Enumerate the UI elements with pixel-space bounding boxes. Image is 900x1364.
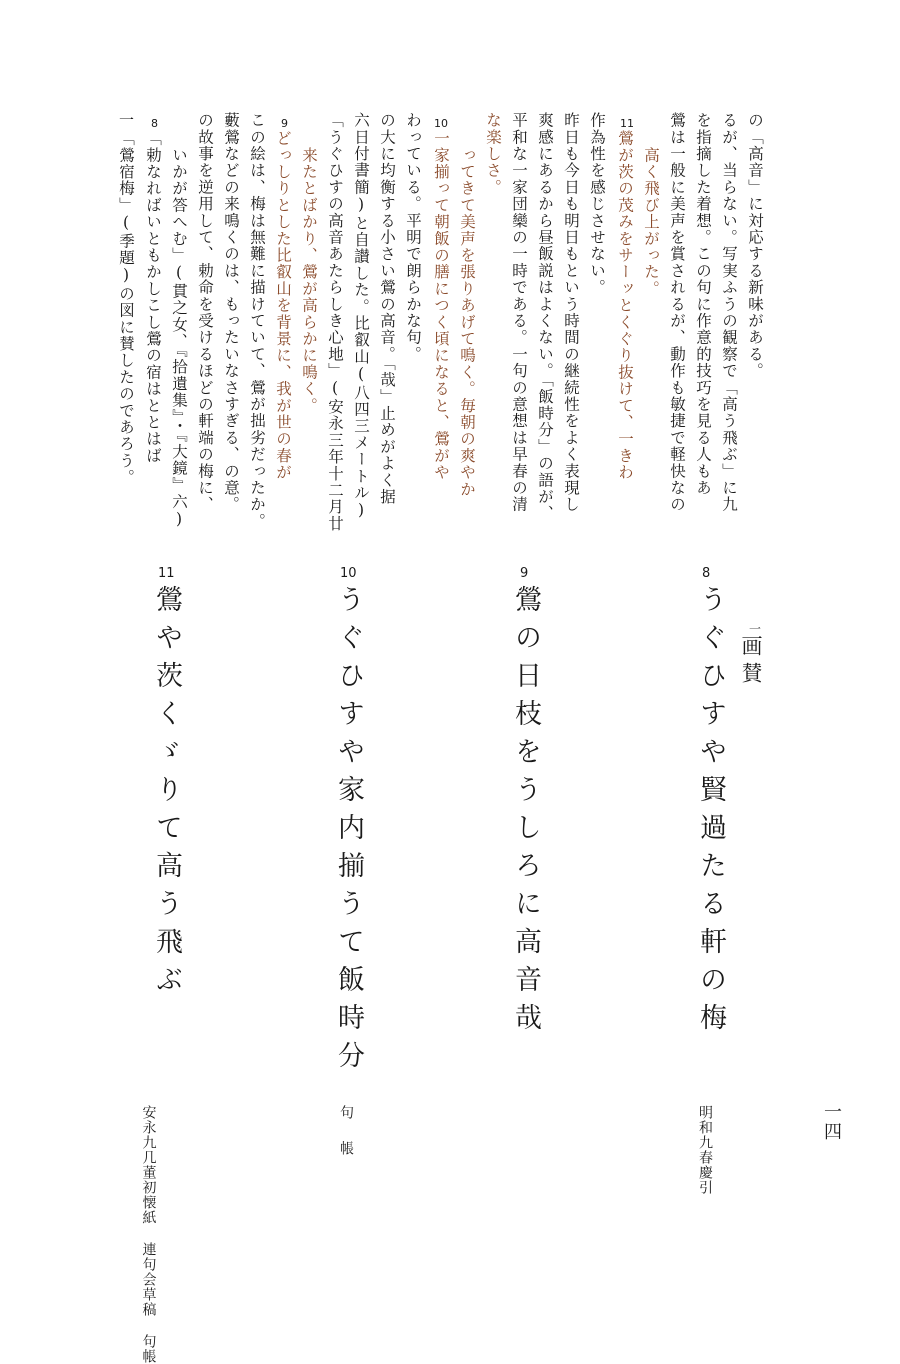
- note-line: いかが答へむ」(貫之女、『拾遺集』・『大鏡』六): [170, 130, 188, 530]
- haiku-10: うぐひすや家内揃うて飯時分: [333, 585, 364, 1079]
- haiku-number-10: 10: [340, 566, 357, 581]
- note-number-11: 11: [620, 117, 634, 130]
- note-line: 爽感にあるから昼飯説はよくない。「飯時分」の語が、: [536, 112, 554, 522]
- haiku-11: 鶯や茨くゞりて高う飛ぶ: [151, 585, 182, 1003]
- note-line: の故事を逆用して、勅命を受けるほどの軒端の梅に、: [196, 112, 214, 513]
- note-line: 高く飛び上がった。: [642, 130, 660, 297]
- note-line: わっている。平明で朗らかな句。: [404, 112, 422, 363]
- haiku-11-source: 安永九几董初懐紙 連句会草稿 句帳: [140, 1105, 157, 1364]
- haiku-9: 鶯の日枝をうしろに高音哉: [510, 585, 541, 1041]
- note-line: 一家揃って朝飯の膳につく頃になると、鶯がや: [432, 130, 450, 481]
- note-line: 来たとばかり、鶯が高らかに鳴く。: [300, 130, 318, 414]
- caption-title: 画賛: [739, 635, 763, 689]
- note-line: を指摘した着想。この句に作意的技巧を見る人もあ: [694, 112, 712, 497]
- note-number-9: 9: [281, 117, 288, 130]
- note-line: 昨日も今日も明日もという時間の継続性をよく表現し: [562, 112, 580, 513]
- haiku-10-source: 句帳: [338, 1105, 354, 1177]
- note-line: 「鶯宿梅」(季題)の図に賛したのであろう。: [117, 130, 135, 486]
- note-number-10: 10: [434, 117, 448, 130]
- note-line: 一: [117, 112, 135, 129]
- note-line: 藪鶯などの来鳴くのは、もったいなさすぎる、の意。: [222, 112, 240, 513]
- note-line: 作為性を感じさせない。: [588, 112, 606, 296]
- note-line: るが、当らない。写実ふうの観察で「高う飛ぶ」に九: [720, 112, 738, 513]
- caption-mark: 一: [749, 622, 762, 636]
- haiku-number-9: 9: [520, 566, 529, 581]
- page-number: 一四: [821, 1102, 842, 1142]
- note-line: この絵は、梅は無難に描けていて、鶯が拙劣だったか。: [248, 112, 266, 530]
- note-line: の「高音」に対応する新味がある。: [746, 112, 764, 380]
- note-line: 平和な一家団欒の一時である。一句の意想は早春の清: [510, 112, 528, 513]
- note-line: 「うぐひすの高音あたらしき心地」(安永三年十二月廿: [326, 112, 344, 532]
- note-line: ってきて美声を張りあげて鳴く。毎朝の爽やか: [458, 130, 476, 498]
- note-line: の大に均衡する小さい鶯の高音。「哉」止めがよく据: [378, 112, 396, 506]
- note-number-8: 8: [151, 117, 158, 130]
- haiku-8: うぐひすや賢過たる軒の梅: [695, 585, 726, 1041]
- haiku-number-8: 8: [702, 566, 711, 581]
- note-line: 「勅なればいともかしこし鶯の宿はととはば: [144, 130, 162, 464]
- note-line: どっしりとした比叡山を背景に、我が世の春が: [274, 130, 292, 481]
- note-line: な楽しさ。: [484, 112, 502, 196]
- note-line: 鶯が茨の茂みをサーッとくぐり抜けて、一きわ: [616, 130, 634, 481]
- note-line: 鶯は一般に美声を賞されるが、動作も敏捷で軽快なの: [668, 112, 686, 513]
- haiku-number-11: 11: [158, 566, 175, 581]
- note-line: 六日付書簡)と自讃した。比叡山(八四三メートル): [352, 112, 370, 521]
- haiku-8-source: 明和九春慶引: [697, 1105, 713, 1195]
